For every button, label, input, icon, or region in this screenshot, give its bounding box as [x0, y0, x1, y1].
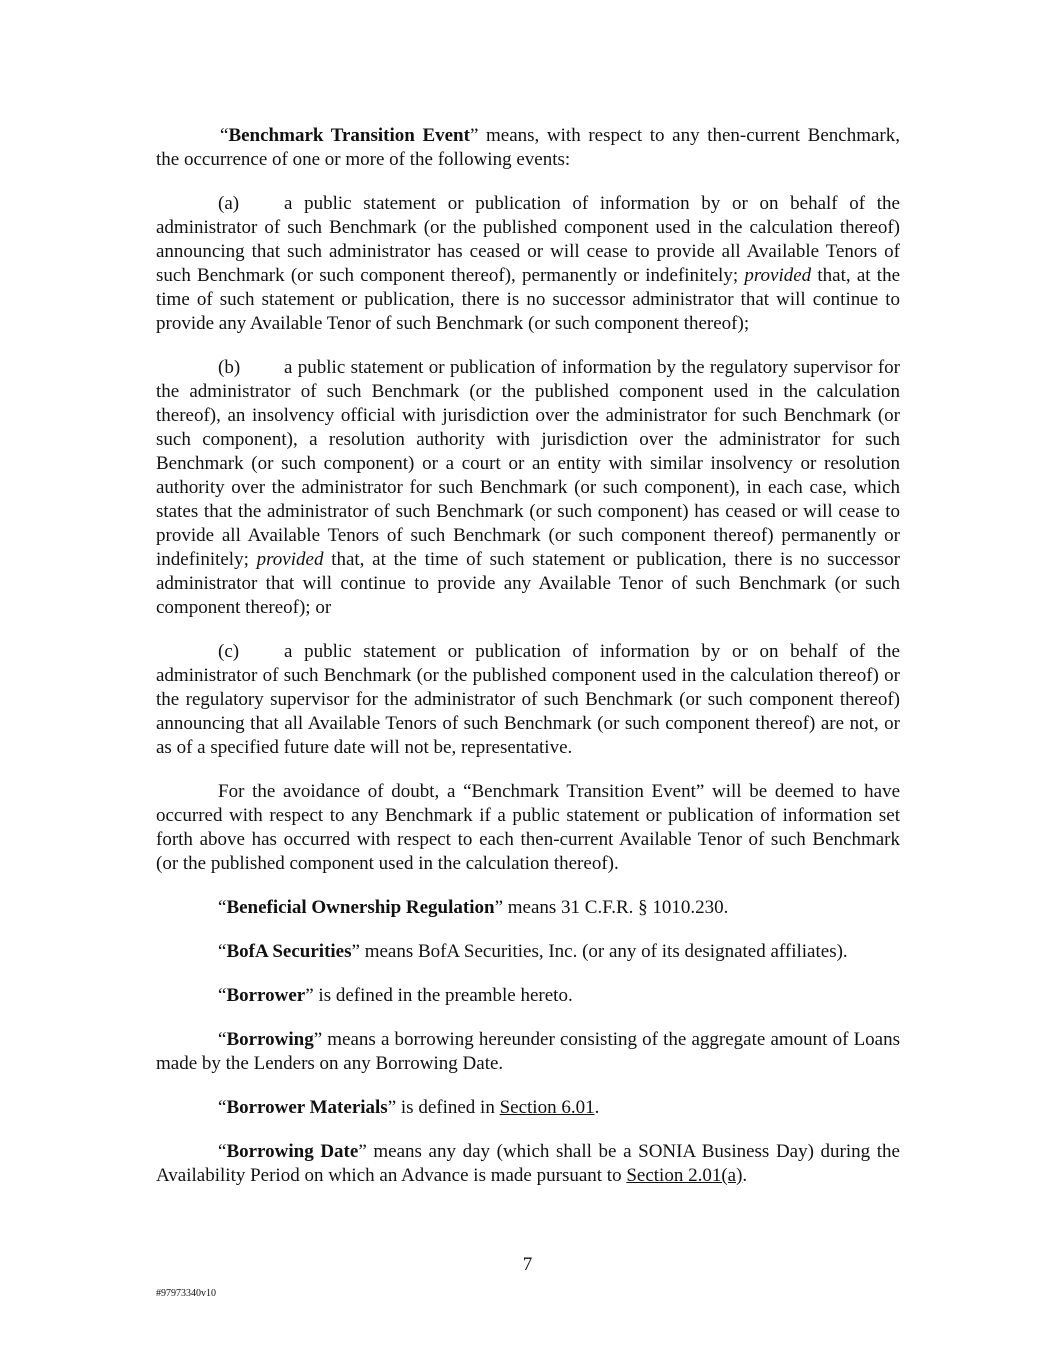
clause-label: (c)	[218, 641, 240, 662]
clause-c: (c) a public statement or publication of information by or on behalf of the administrator of such Benchmark (or the published component used in the calculation thereof) or the regulatory supervisor for the administrator of such Benchmark (or such component thereof) announcing that all Available Tenors of such Benchmark (or such component thereof) are not, or as of a specified future date will not be, representative.	[156, 641, 900, 758]
definition-borrowing-date: “Borrowing Date” means any day (which shall be a SONIA Business Day) during the Availability Period on which an Advance is made pursuant to Section 2.01(a).	[156, 1141, 900, 1186]
definition-beneficial-ownership-regulation: “Beneficial Ownership Regulation” means 31 C.F.R. § 1010.230.	[218, 897, 729, 918]
clause-label: (a)	[218, 193, 240, 214]
document-id: #97973340v10	[156, 1288, 216, 1299]
avoidance-paragraph: For the avoidance of doubt, a “Benchmark Transition Event” will be deemed to have occurred with respect to any Benchmark if a public statement or publication of information set forth above has occurred with respect to each then-current Available Tenor of such Benchmark (or the published component used in the calculation thereof).	[156, 781, 900, 874]
defined-term: Beneficial Ownership Regulation	[226, 897, 495, 918]
defined-term: Borrowing Date	[226, 1141, 359, 1162]
document-body	[156, 124, 900, 1208]
definition-bofa-securities: “BofA Securities” means BofA Securities, Inc. (or any of its designated affiliates).	[218, 941, 848, 962]
definition-borrower: “Borrower” is defined in the preamble hereto.	[218, 985, 573, 1006]
definition-borrower-materials: “Borrower Materials” is defined in Section 6.01.	[218, 1097, 600, 1118]
clause-b: (b) a public statement or publication of information by the regulatory supervisor for the administrator of such Benchmark (or the published component used in the calculation thereof), an insolvency official with jurisdiction over the administrator for such Benchmark (or such component), a resolution authority with jurisdiction over the administrator for such Benchmark (or such component) or a court or an entity with similar insolvency or resolution authority over the administrator for such Benchmark (or such component), in each case, which states that the administrator of such Benchmark (or such component) has ceased or will cease to provide all Available Tenors of such Benchmark (or such component thereof) permanently or indefinitely; provided that, at the time of such statement or publication, there is no successor administrator that will continue to provide any Available Tenor of such Benchmark (or such component thereof); or	[156, 357, 900, 618]
definition-borrowing: “Borrowing” means a borrowing hereunder consisting of the aggregate amount of Loans made by the Lenders on any Borrowing Date.	[156, 1029, 900, 1074]
section-reference-link[interactable]: Section 6.01	[499, 1097, 595, 1118]
clause-a: (a) a public statement or publication of information by or on behalf of the administrator of such Benchmark (or the published component used in the calculation thereof) announcing that such administrator has ceased or will cease to provide all Available Tenors of such Benchmark (or such component thereof), permanently or indefinitely; provided that, at the time of such statement or publication, there is no successor administrator that will continue to provide any Available Tenor of such Benchmark (or such component thereof);	[156, 193, 900, 334]
section-reference-link[interactable]: Section 2.01(a)	[626, 1165, 743, 1186]
defined-term: Borrower Materials	[226, 1097, 388, 1118]
defined-term: Borrower	[226, 985, 306, 1006]
defined-term: Borrowing	[226, 1029, 314, 1050]
definition-benchmark-transition-event: “Benchmark Transition Event” means, with respect to any then-current Benchmark, the occurrence of one or more of the following events:	[156, 125, 900, 170]
page-number: 7	[522, 1254, 533, 1275]
defined-term: BofA Securities	[226, 941, 352, 962]
clause-label: (b)	[218, 357, 241, 378]
defined-term: Benchmark Transition Event	[228, 125, 470, 146]
